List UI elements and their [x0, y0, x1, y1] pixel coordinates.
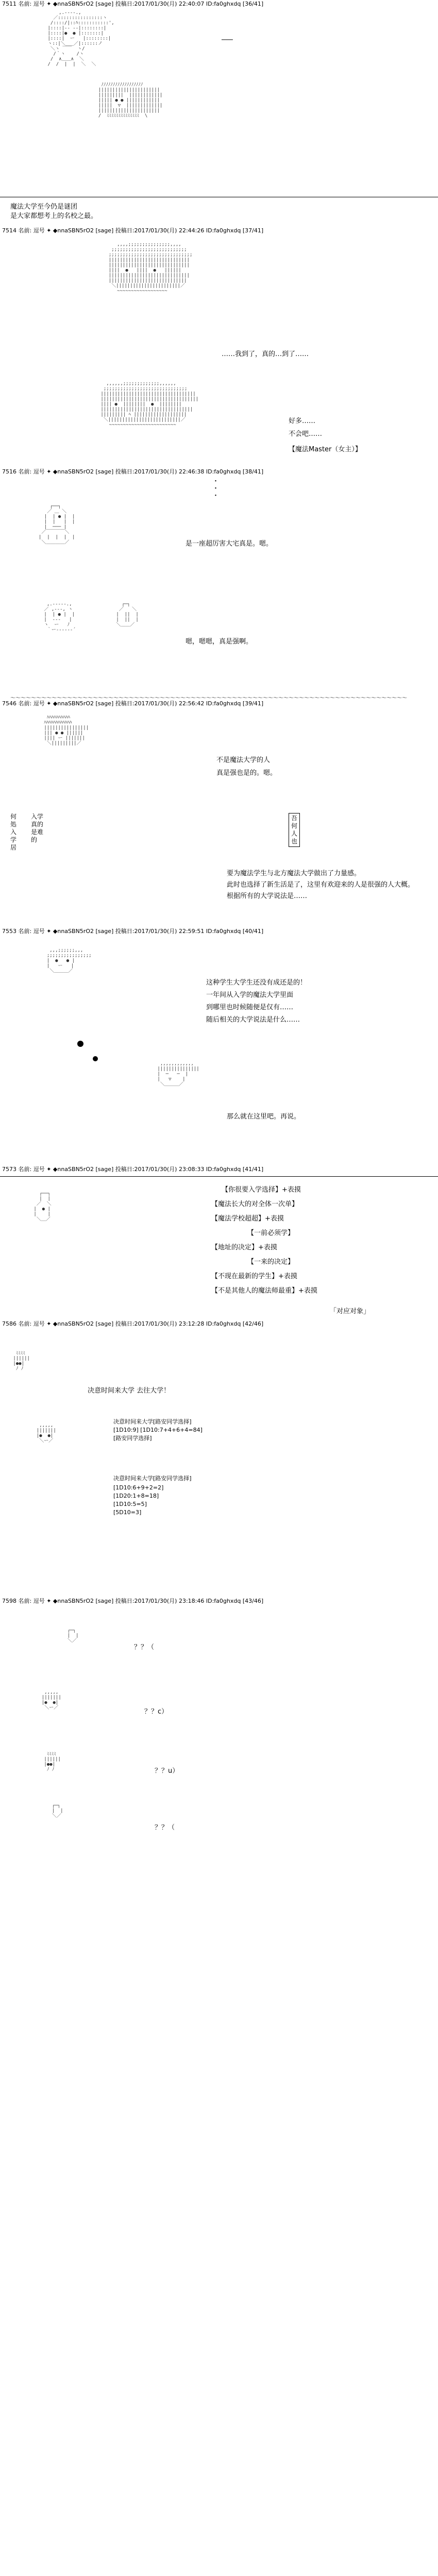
dialogue-line: 这种学生大学生还没有成还是的！: [206, 979, 307, 987]
dialogue-line: ？？u）: [155, 1767, 179, 1775]
ascii-art-character: ┌─┐ ／ ＼ | || | | || | ＼＿＿／: [116, 602, 139, 628]
ellipsis-dots: ・ ・ ・: [212, 478, 220, 500]
post-7514: [0, 227, 438, 469]
choice-line: 【一前必须学】: [247, 1229, 295, 1237]
post-7546: [0, 700, 438, 937]
post-7511: [0, 0, 438, 237]
dialogue-line: 随后相关的大学说法是什么……: [206, 1016, 300, 1024]
ascii-art-character: ┌─┐ | | ＼／: [52, 1803, 63, 1819]
text-column: 何 処 入 学 居: [10, 813, 17, 851]
dialogue-line: 一年间从入学的魔法大学里面: [206, 991, 294, 999]
dialogue-line: 那么就在这里吧。再说。: [227, 1113, 301, 1121]
ascii-art-character: ,.-‐‐‐-., ／ ,-‐-, ヽ | | ● | | | ‐‐‐ | ヽ ー ﾉ ｀ー‐‐‐‐‐‐´: [44, 602, 76, 633]
dialogue-line: ───: [222, 36, 233, 43]
ascii-art-character: ,,,,,,,,,,,, ||||||||||||||| | ─ ─ | | ▽ | ＼＿＿＿／: [157, 1061, 199, 1087]
boxed-text: 吾 何 人 也: [289, 813, 300, 847]
post-header: 7514 名前: 逗号 ✦ ◆nnaSBN5rO2 [sage] 投稿日:2017/01/30(月) 22:44:26 ID:fa0ghxdq [37/41]: [2, 227, 264, 234]
choice-line: 【不现在最新的学生】+表摸: [211, 1273, 297, 1280]
dialogue-line: 决意时间来大学 去往大学！: [88, 1387, 171, 1395]
dice-result: 决意时间来大学[路安同学选择]: [113, 1418, 192, 1425]
dialogue-line: 是大家都想考上的名校之最。: [10, 212, 98, 220]
dialogue-line: 到哪里也时候随便是仅有……: [206, 1004, 294, 1011]
post-7553: [0, 927, 438, 1195]
dialogue-line: 不会吧……: [289, 430, 323, 438]
choice-line: 【魔法学校超超】+表摸: [211, 1215, 284, 1223]
choice-line: 【魔法长大的对全体一次单】: [211, 1200, 299, 1208]
dice-result: 决意时间来大学[路安同学选择]: [113, 1475, 192, 1482]
dialogue-line: 【魔法Master（女主）】: [289, 446, 362, 453]
dialogue-line: 是一座超厉害大宅真是。嗯。: [186, 540, 273, 548]
choice-line: 【不是其他人的魔法师最重】+表摸: [211, 1287, 317, 1295]
ascii-art-character: ┌──┐ ／ ＿ ＼ | | ● | | | | | | | ─── | ／￣￣￣￣＼ | | | | | ＼＿＿＿＿／: [39, 504, 75, 545]
dialogue-line: 魔法大学至今仍是谜团: [10, 203, 78, 211]
dice-result: [1D10:5=5]: [113, 1501, 147, 1507]
choice-line: 「对应对象」: [330, 1308, 370, 1315]
ascii-art-character: ,.-‐‐-., ／::::::::::::::::ヽ /::::/|::ﾊ:::::::::::', |::::|-‐ ‐-|::::::::| |::::|● ● |:::::::| |::::| ー |::::::::| ヽ::|＼___／|::::::ノ ＼ヽ ￣￣ ヽ/ /｀ヽ /ヽ / ∧＿＿∧ ＼ / / | | ＼ ＼: [47, 10, 114, 67]
post-header: 7573 名前: 逗号 ✦ ◆nnaSBN5rO2 [sage] 投稿日:2017/01/30(月) 23:08:33 ID:fa0ghxdq [41/41]: [2, 1166, 264, 1173]
ground-line: ～～～～～～～～～～～～～～～～～～～～～～～～～～～～～～～～～～～～～～～～～～～～～～～～～～～～～～～～～～～～～～～～～～～～～～～～～～～～～: [10, 696, 407, 701]
post-header: 7586 名前: 逗号 ✦ ◆nnaSBN5rO2 [sage] 投稿日:2017/01/30(月) 23:12:28 ID:fa0ghxdq [42/46]: [2, 1320, 264, 1327]
choice-line: 【地址的决定】+表摸: [211, 1244, 277, 1251]
ink-dot: [77, 1041, 83, 1047]
post-header: 7553 名前: 逗号 ✦ ◆nnaSBN5rO2 [sage] 投稿日:2017/01/30(月) 22:59:51 ID:fa0ghxdq [40/41]: [2, 928, 264, 935]
ascii-art-character: ┌──┐ | | ／ ＼ | ● | | | ＼＿／: [33, 1191, 52, 1222]
ascii-art-character: ﾊﾊﾊﾊﾊﾊﾊﾊﾊﾊ ﾊﾊﾊﾊﾊﾊﾊﾊﾊﾊﾊﾊ |||||||||||||||| ||| ● ● |||||| |||| ー ||||||| ＼|||||||||／: [44, 715, 89, 746]
text-column: 入学 真的 是难 的: [31, 813, 44, 843]
post-header: 7598 名前: 逗号 ✦ ◆nnaSBN5rO2 [sage] 投稿日:2017/01/30(月) 23:18:46 ID:fa0ghxdq [43/46]: [2, 1598, 264, 1604]
choice-line: 【一来的决定】: [247, 1258, 295, 1266]
dialogue-line: ？？（: [134, 1643, 155, 1651]
dialogue-line: ……我到了，真的…到了……: [222, 350, 309, 358]
ascii-art-character: ,,,;;;;;;,,, ;;;;;;;;;;;;;;;; | ● ● | | ー | ＼＿＿＿／: [46, 948, 92, 974]
dice-result: [1D20:1+8=18]: [113, 1493, 159, 1499]
ascii-art-character: ,,,,,,;;;;;;;;;;;;;,,,,,, ;;;;;;;;;;;;;;;;;;;;;;;;;;;;;; |||||||||||||||||||||||||||||||||| ||||||||||||||||||||||||||||||||||| |||| ● |||||||| ● |||||||| ||||||||||||||||||||||||||||||||| ||||||||| ﾍ ||||||||||||||||||| ＼||||||||||||||||||||||||||／ ~~~~~~~~~~~~~~~~~~~~~~~~: [100, 381, 199, 428]
dialogue-line: 要为魔法学生与北方魔法大学做出了力量感。: [227, 870, 361, 877]
ascii-art-character: ﾐﾐﾐﾐ |||||| |●●| ﾉ ﾉ: [44, 1752, 61, 1772]
dice-result: [1D10:6+9+2=2]: [113, 1484, 164, 1491]
dialogue-line: 好多……: [289, 417, 316, 425]
ascii-art-character: ,,,,;;;;;;;;;;;;;;;,,,, ;;;;;;;;;;;;;;;;;;;;;;;;;;; ;;;;;;;;;;;;;;;;;;;;;;;;;;;;;; ||||||||||||||||||||||||||||| ||||||||||||||||||||||||||||| |||| ● |||| ● |||||| ||||||||||||||||||||||||||||| |||||||||||||||||||||||||||| ＼|||||||||||||||||||||||／ ~~~~~~~~~~~~~~~~~~: [108, 242, 193, 294]
ink-dot: [93, 1056, 98, 1061]
dice-result: [5D10=3]: [113, 1509, 142, 1516]
post-header: 7511 名前: 逗号 ✦ ◆nnaSBN5rO2 [sage] 投稿日:2017/01/30(月) 22:40:07 ID:fa0ghxdq [36/41]: [2, 1, 264, 7]
dice-result: [1D10:9] [1D10:7+4+6+4=84]: [113, 1427, 203, 1433]
ascii-art-character: ﾐﾐﾐﾐ |||||| |●●| ﾉ ﾉ: [13, 1351, 30, 1371]
choice-line: 【你很要入学选择】+表摸: [222, 1186, 301, 1194]
dialogue-line: 不是魔法大学的人: [216, 756, 271, 764]
ascii-art-character: ,,,,, ||||||| |● ●| ＼ー／: [36, 1423, 56, 1444]
dialogue-line: 嗯，嗯嗯，真是强啊。: [186, 638, 253, 646]
dialogue-line: 真是强也是的。嗯。: [216, 769, 277, 777]
post-7586: [0, 1320, 438, 1598]
ascii-art-character: ┌─┐ | | ＼／: [67, 1628, 79, 1643]
ascii-art-character: ,,,,, ||||||| |● ●| ＼ー／: [41, 1690, 61, 1710]
dialogue-line: 此时也选择了新生活是了，这里有欢迎来的人是很强的人大概。: [227, 881, 415, 889]
dialogue-line: ？？（: [155, 1824, 175, 1832]
dice-result: [路安同学选择]: [113, 1435, 152, 1442]
post-header: 7516 名前: 逗号 ✦ ◆nnaSBN5rO2 [sage] 投稿日:2017/01/30(月) 22:46:38 ID:fa0ghxdq [38/41]: [2, 468, 264, 475]
dialogue-line: 根据所有的大学说法是……: [227, 892, 308, 900]
post-7598: [0, 1597, 438, 2576]
post-7516: [0, 468, 438, 715]
dialogue-line: ？？c）: [144, 1708, 169, 1716]
ascii-art-character: ﾉﾉﾉﾉﾉﾉﾉﾉﾉﾉﾉﾉﾉﾉﾉﾉﾉﾉ |||||||||||||||||||||| ||||||||| |||||||||||| ||||| ● ● |||||||||||| ||||| ▽ ||||||||||||| |||||||||||||||||||||| / ﾐﾐﾐﾐﾐﾐﾐﾐﾐﾐﾐﾐﾐﾐ \: [98, 82, 163, 118]
post-header: 7546 名前: 逗号 ✦ ◆nnaSBN5rO2 [sage] 投稿日:2017/01/30(月) 22:56:42 ID:fa0ghxdq [39/41]: [2, 700, 264, 707]
